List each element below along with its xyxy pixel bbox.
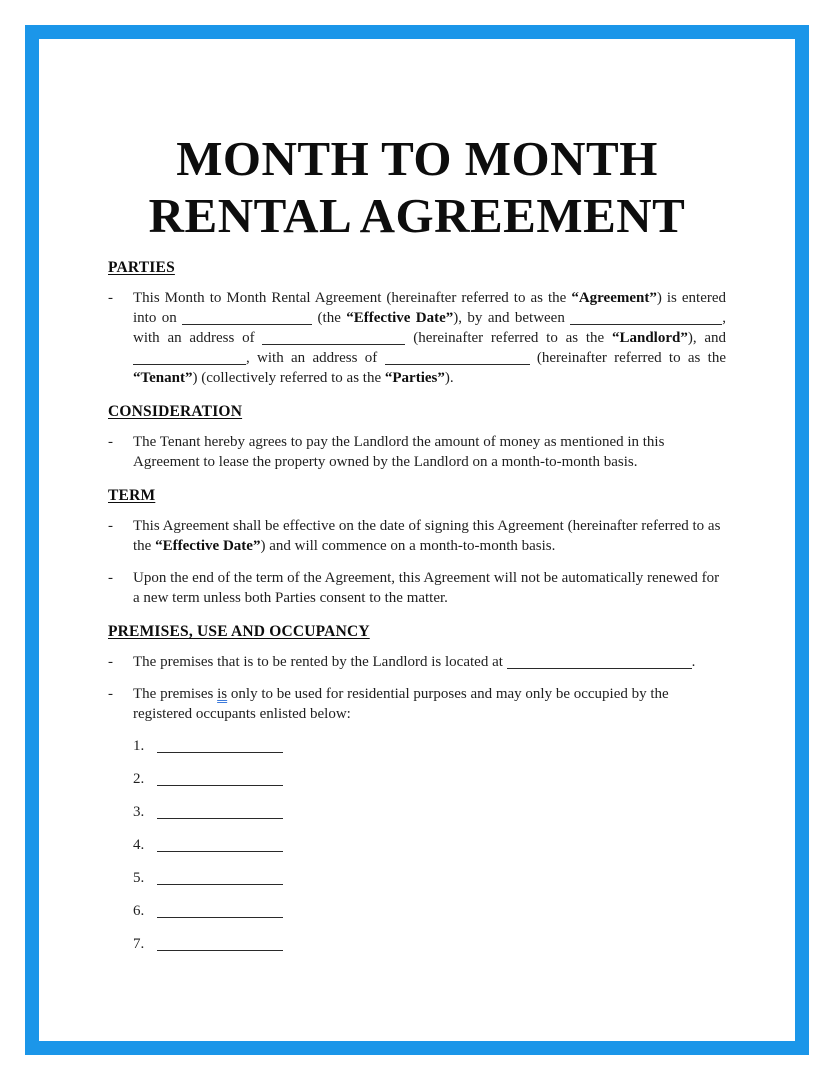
defined-term: “Tenant” xyxy=(133,370,193,386)
defined-term: “Effective Date” xyxy=(346,310,454,326)
bullet-item xyxy=(108,684,726,724)
bullet-text xyxy=(133,684,726,724)
body-text: ) is entered into on xyxy=(133,290,726,326)
body-text: This Agreement shall be effective on the date of signing this Agreement (hereinafter referred to as the xyxy=(133,518,721,554)
occupant-list-item xyxy=(133,769,726,789)
body-text: The Tenant hereby agrees to pay the Landlord the amount of money as mentioned in this Agreement to lease the property owned by the Landlord on a month-to-month basis. xyxy=(133,434,665,470)
blank-fill-in-line xyxy=(157,906,283,918)
list-item-number: 4. xyxy=(133,837,145,853)
body-text: ), by and between xyxy=(453,310,571,326)
blank-fill-in-line xyxy=(157,807,283,819)
document-content xyxy=(108,39,726,967)
bullet-marker: - xyxy=(108,434,113,450)
defined-term: “Agreement” xyxy=(571,290,657,306)
body-text: ), and xyxy=(687,330,727,346)
body-text: , with an address of xyxy=(133,310,726,346)
blank-fill-in-line xyxy=(157,840,283,852)
list-item-number: 1. xyxy=(133,738,145,754)
body-text: . xyxy=(691,654,696,670)
section-heading: CONSIDERATION xyxy=(108,403,243,420)
bullet-item xyxy=(108,288,726,388)
body-text: ) and will commence on a month-to-month basis. xyxy=(260,538,556,554)
body-text: This Month to Month Rental Agreement (hereinafter referred to as the xyxy=(133,290,572,306)
body-text: (hereinafter referred to as the xyxy=(529,350,727,366)
bullet-text xyxy=(133,568,726,608)
body-text: The premises that is to be rented by the Landlord is located at xyxy=(133,654,507,670)
document-section xyxy=(108,402,726,472)
blank-fill-in-line xyxy=(133,353,246,365)
document-section xyxy=(108,486,726,608)
blank-fill-in-line xyxy=(570,313,722,325)
section-heading: PREMISES, USE AND OCCUPANCY xyxy=(108,623,370,640)
body-text: , with an address of xyxy=(246,350,385,366)
bullet-text xyxy=(133,432,726,472)
blank-fill-in-line xyxy=(262,333,405,345)
body-text: (hereinafter referred to as the xyxy=(405,330,612,346)
occupant-list-item xyxy=(133,802,726,822)
document-section xyxy=(108,622,726,954)
blank-fill-in-line xyxy=(507,657,692,669)
bullet-item xyxy=(108,652,726,672)
bullet-text xyxy=(133,652,726,672)
occupant-list-item xyxy=(133,868,726,888)
blank-fill-in-line xyxy=(385,353,530,365)
list-item-number: 7. xyxy=(133,936,145,952)
sections-container xyxy=(108,258,726,954)
bullet-item xyxy=(108,568,726,608)
defined-term: “Landlord” xyxy=(611,330,688,346)
bullet-item xyxy=(108,432,726,472)
bullet-text xyxy=(133,288,726,388)
document-title-line1: MONTH TO MONTH xyxy=(176,131,658,186)
bullet-marker: - xyxy=(108,518,113,534)
blank-fill-in-line xyxy=(157,873,283,885)
list-item-number: 2. xyxy=(133,771,145,787)
occupant-list-item xyxy=(133,901,726,921)
occupant-list-item xyxy=(133,835,726,855)
defined-term: “Parties” xyxy=(384,370,445,386)
section-heading: TERM xyxy=(108,487,156,504)
bullet-marker: - xyxy=(108,686,113,702)
body-text: ) (collectively referred to as the xyxy=(192,370,385,386)
blank-fill-in-line xyxy=(157,741,283,753)
document-title xyxy=(108,130,726,244)
occupant-list-item xyxy=(133,736,726,756)
bullet-text xyxy=(133,516,726,556)
body-text: (the xyxy=(312,310,347,326)
bullet-marker: - xyxy=(108,290,113,306)
body-text: The premises xyxy=(133,686,218,702)
blank-fill-in-line xyxy=(157,939,283,951)
blank-fill-in-line xyxy=(182,313,312,325)
occupants-numbered-list xyxy=(108,736,726,954)
occupant-list-item xyxy=(133,934,726,954)
bullet-item xyxy=(108,516,726,556)
body-text: only to be used for residential purposes and may only be occupied by the registered occupants enlisted below: xyxy=(133,686,669,722)
grammar-checked-word: is xyxy=(217,686,228,702)
section-heading: PARTIES xyxy=(108,259,175,276)
list-item-number: 3. xyxy=(133,804,145,820)
document-section xyxy=(108,258,726,388)
list-item-number: 5. xyxy=(133,870,145,886)
body-text: Upon the end of the term of the Agreement, this Agreement will not be automatically renewed for a new term unless both Parties consent to the matter. xyxy=(133,570,720,606)
blank-fill-in-line xyxy=(157,774,283,786)
bullet-marker: - xyxy=(108,654,113,670)
body-text: ). xyxy=(444,370,454,386)
document-title-line2: RENTAL AGREEMENT xyxy=(148,188,686,243)
defined-term: “Effective Date” xyxy=(155,538,261,554)
list-item-number: 6. xyxy=(133,903,145,919)
bullet-marker: - xyxy=(108,570,113,586)
